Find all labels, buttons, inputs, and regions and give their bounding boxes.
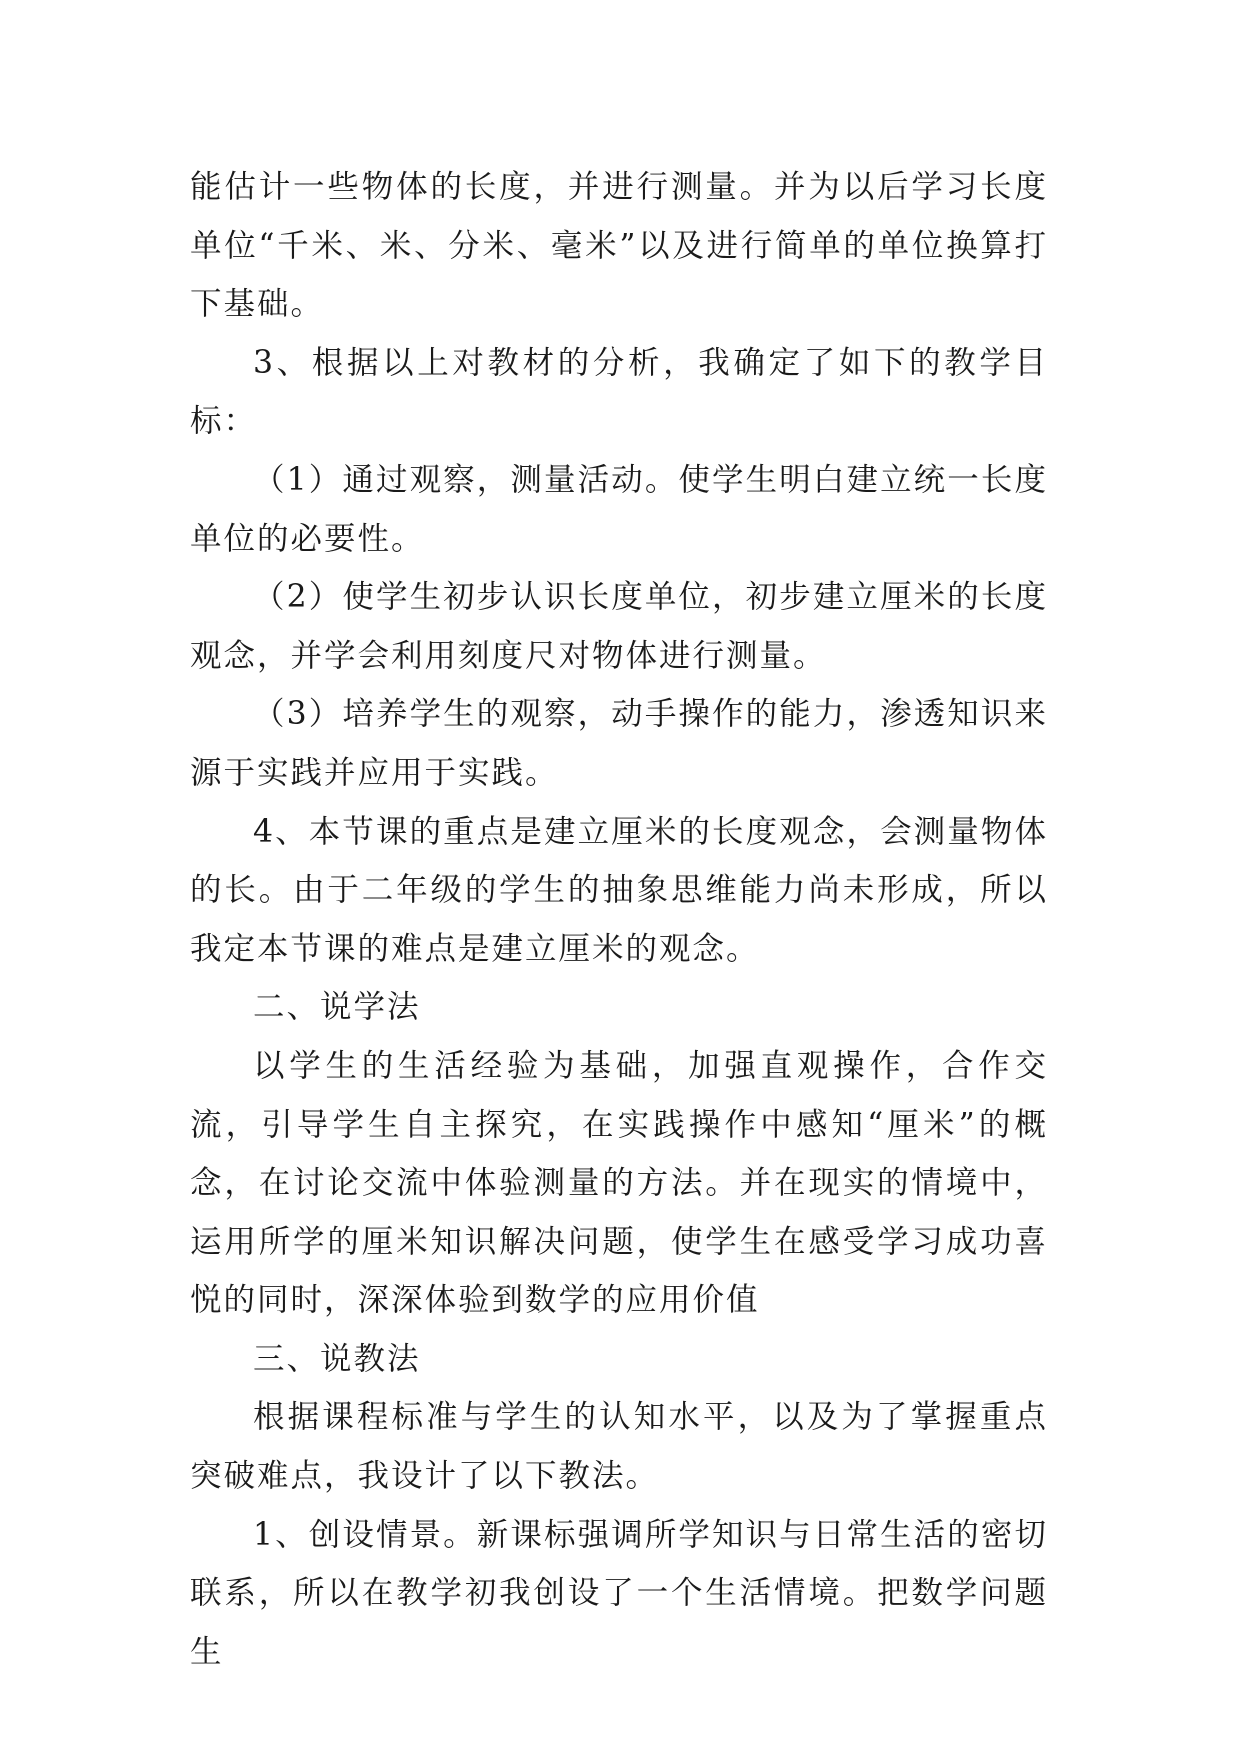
paragraph-goal-3: （3）培养学生的观察，动手操作的能力，渗透知识来源于实践并应用于实践。 — [190, 696, 1048, 791]
paragraph-teaching-method-intro: 根据课程标准与学生的认知水平，以及为了掌握重点突破难点，我设计了以下教法。 — [190, 1399, 1048, 1495]
paragraph-learning-method: 以学生的生活经验为基础，加强直观操作，合作交流，引导学生自主探究，在实践操作中感知“厘米”的概念，在讨论交流中体验测量的方法。并在现实的情境中，运用所学的厘米知识解决问题，使学生在感受学习成功喜悦的同时，深深体验到数学的应用价值 — [190, 1047, 1048, 1319]
paragraph-goal-2: （2）使学生初步认识长度单位，初步建立厘米的长度观念，并学会利用刻度尺对物体进行测量。 — [190, 579, 1048, 674]
paragraph-key-points: 4、本节课的重点是建立厘米的长度观念，会测量物体的长。由于二年级的学生的抽象思维能力尚未形成，所以我定本节课的难点是建立厘米的观念。 — [190, 813, 1048, 967]
paragraph-teaching-method-1: 1、创设情景。新课标强调所学知识与日常生活的密切联系，所以在教学初我创设了一个生活情境。把数学问题生 — [190, 1516, 1048, 1670]
paragraph-teaching-goals-intro: 3、根据以上对教材的分析，我确定了如下的教学目标： — [190, 344, 1048, 440]
document-page — [190, 158, 1048, 1681]
paragraph-continuation: 能估计一些物体的长度，并进行测量。并为以后学习长度单位“千米、米、分米、毫米”以及进行简单的单位换算打下基础。 — [190, 169, 1048, 323]
paragraph-goal-1: （1）通过观察，测量活动。使学生明白建立统一长度单位的必要性。 — [190, 461, 1048, 557]
section-heading-teaching-method: 三、说教法 — [253, 1340, 421, 1377]
section-heading-learning-method: 二、说学法 — [253, 989, 421, 1026]
